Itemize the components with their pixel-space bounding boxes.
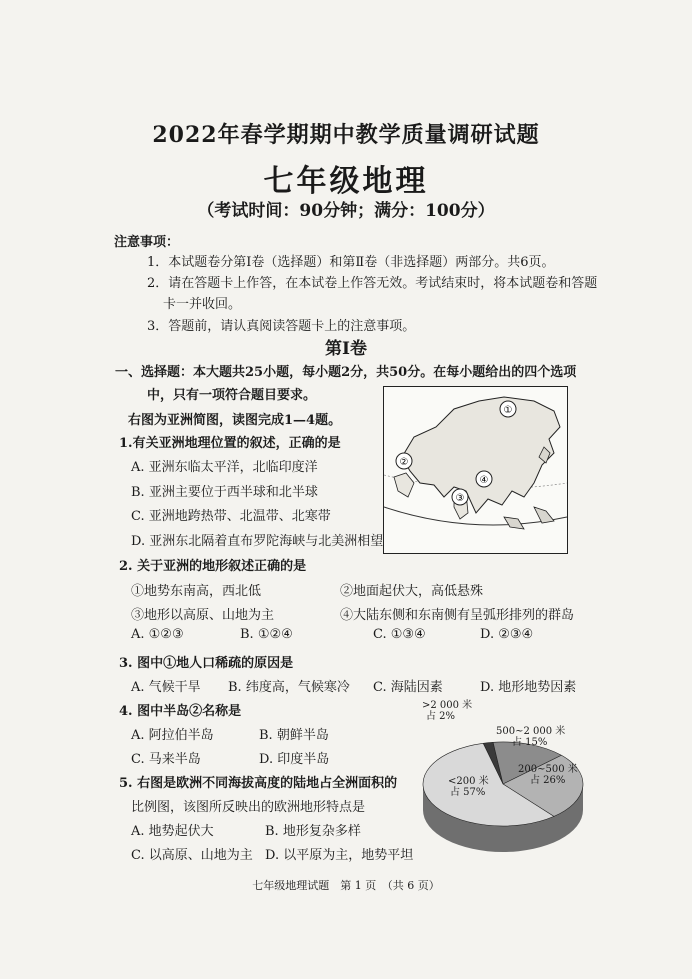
notice-item-1: 1．本试题卷分第Ⅰ卷（选择题）和第Ⅱ卷（非选择题）两部分。共6页。: [147, 255, 555, 270]
pie-pct-gt2000: 占 2%: [426, 711, 456, 722]
q2-statement-2: ②地面起伏大，高低悬殊: [340, 584, 484, 599]
notice-heading: 注意事项：: [114, 235, 180, 250]
page-footer: 七年级地理试题 第 1 页 （共 6 页）: [252, 879, 440, 892]
q3-option-c: C. 海陆因素: [373, 680, 443, 695]
q5-stem-line2: 比例图，该图所反映出的欧洲地形特点是: [131, 800, 366, 815]
q4-option-c: C. 马来半岛: [131, 752, 201, 767]
map-label-2: ②: [399, 457, 409, 468]
q1-stem: 1.有关亚洲地理位置的叙述，正确的是: [119, 436, 341, 451]
asia-map-drawing: [384, 387, 567, 553]
pie-pct-200-500: 占 26%: [530, 775, 566, 786]
q1-option-b: B. 亚洲主要位于西半球和北半球: [131, 485, 318, 500]
q4-option-b: B. 朝鲜半岛: [259, 728, 329, 743]
q5-option-b: B. 地形复杂多样: [265, 824, 361, 839]
q4-option-a: A. 阿拉伯半岛: [131, 728, 214, 743]
q3-option-b: B. 纬度高，气候寒冷: [228, 680, 350, 695]
q4-option-d: D. 印度半岛: [259, 752, 330, 767]
q2-option-d: D. ②③④: [480, 627, 534, 642]
notice-item-2b: 卡一并收回。: [163, 297, 242, 312]
pie-label-gt2000: >2 000 米: [422, 700, 473, 711]
europe-elevation-pie: [418, 698, 588, 863]
notice-item-3: 3．答题前，请认真阅读答题卡上的注意事项。: [147, 319, 416, 334]
subject-title: 七年级地理: [263, 164, 429, 199]
pie-label-lt200: <200 米: [448, 776, 489, 787]
q1-option-d: D. 亚洲东北隔着直布罗陀海峡与北美洲相望: [131, 534, 384, 549]
map-label-4: ④: [479, 475, 489, 486]
q3-stem: 3. 图中①地人口稀疏的原因是: [119, 656, 294, 671]
asia-map: [383, 386, 568, 554]
q5-option-c: C. 以高原、山地为主: [131, 848, 253, 863]
q4-stem: 4. 图中半岛②名称是: [119, 704, 242, 719]
map-label-3: ③: [455, 493, 465, 504]
q1-option-c: C. 亚洲地跨热带、北温带、北寒带: [131, 509, 331, 524]
part1-line1: 一、选择题：本大题共25小题，每小题2分，共50分。在每小题给出的四个选项: [115, 365, 577, 380]
exam-title: 2022年春学期期中教学质量调研试题: [152, 122, 540, 148]
pie-pct-lt200: 占 57%: [450, 787, 486, 798]
pie-pct-500-2000: 占 15%: [512, 737, 548, 748]
q5-option-a: A. 地势起伏大: [131, 824, 214, 839]
q3-option-a: A. 气候干旱: [131, 680, 201, 695]
map-label-1: ①: [503, 405, 513, 416]
q2-stem: 2. 关于亚洲的地形叙述正确的是: [119, 559, 307, 574]
notice-item-2a: 2．请在答题卡上作答，在本试卷上作答无效。考试结束时，将本试题卷和答题: [147, 276, 598, 291]
q2-option-a: A. ①②③: [131, 627, 184, 642]
q5-option-d: D. 以平原为主，地势平坦: [265, 848, 414, 863]
intro-1-4: 右图为亚洲简图，读图完成1—4题。: [128, 413, 342, 428]
pie-label-500-2000: 500~2 000 米: [496, 726, 566, 737]
exam-info: （考试时间：90分钟；满分：100分）: [197, 201, 495, 221]
q3-option-d: D. 地形地势因素: [480, 680, 577, 695]
pie-label-200-500: 200~500 米: [518, 764, 578, 775]
q5-stem-line1: 5. 右图是欧洲不同海拔高度的陆地占全洲面积的: [119, 776, 398, 791]
q2-statement-1: ①地势东南高，西北低: [131, 584, 262, 599]
section-title: 第Ⅰ卷: [325, 339, 367, 359]
q2-statement-3: ③地形以高原、山地为主: [131, 608, 275, 623]
q1-option-a: A. 亚洲东临太平洋，北临印度洋: [131, 460, 318, 475]
part1-line2: 中，只有一项符合题目要求。: [147, 388, 317, 403]
q2-statement-4: ④大陆东侧和东南侧有呈弧形排列的群岛: [340, 608, 575, 623]
q2-option-c: C. ①③④: [373, 627, 426, 642]
q2-option-b: B. ①②④: [240, 627, 293, 642]
